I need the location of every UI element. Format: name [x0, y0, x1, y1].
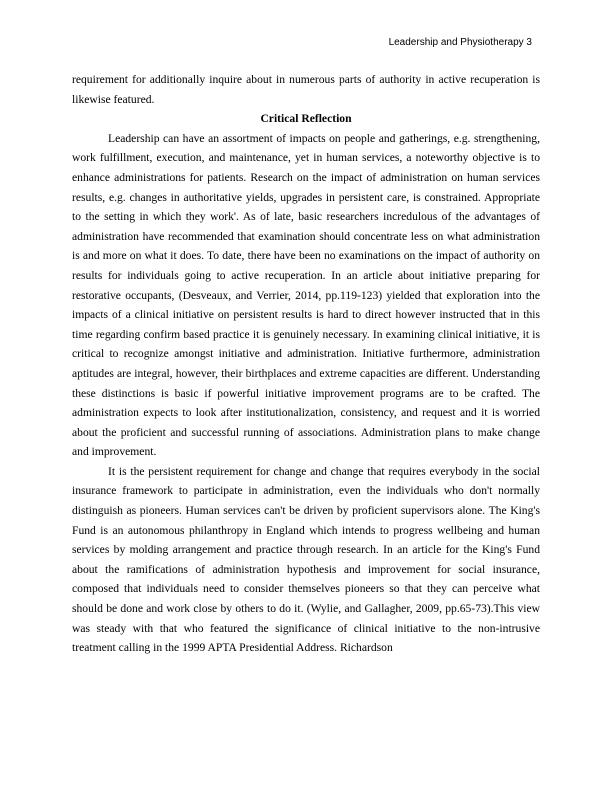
- paragraph-critical-reflection-2: It is the persistent requirement for change and change that requires everybody in the social insurance framework to participate in administration, even the individuals who don't normally distinguish as pioneers. Human services can't be driven by proficient supervisors alone. The King's Fund is an autonomous philanthropy in England which intends to progress wellbeing and human services by molding arrangement and practice through research. In an article for the King's Fund about the ramifications of administration hypothesis and improvement for social insurance, composed that individuals need to consider themselves pioneers so that they can perceive what should be done and work close by others to do it. (Wylie, and Gallagher, 2009, pp.65-73).This view was steady with that who featured the significance of clinical initiative to the non-intrusive treatment calling in the 1999 APTA Presidential Address. Richardson: [72, 464, 540, 655]
- running-head: Leadership and Physiotherapy 3: [388, 37, 532, 48]
- body-text: [72, 70, 540, 658]
- section-heading: Critical Reflection: [260, 112, 352, 126]
- paragraph-critical-reflection-1: Leadership can have an assortment of impacts on people and gatherings, e.g. strengthening, work fulfillment, execution, and maintenance, yet in human services, a noteworthy objective is to enhance administrations for patients. Research on the impact of administration on human services results, e.g. changes in authoritative yields, upgrades in persistent care, is constrained. Appropriate to the setting in which they work'. As of late, basic researchers incredulous of the advantages of administration have recommended that examination should concentrate less on what administration is and more on what it does. To date, there have been no examinations on the impact of authority on results for individuals going to active recuperation. In an article about initiative preparing for restorative occupants, (Desveaux, and Verrier, 2014, pp.119-123) yielded that exploration into the impacts of a clinical initiative on persistent results is hard to direct however instructed that in this time regarding confirm based practice it is genuinely necessary. In examining clinical initiative, it is critical to recognize amongst initiative and administration. Initiative furthermore, administration aptitudes are integral, however, their birthplaces and extreme capacities are different. Understanding these distinctions is basic if powerful initiative improvement programs are to be crafted. The administration expects to look after institutionalization, consistency, and request and it is worried about the proficient and successful running of associations. Administration plans to make change and improvement.: [72, 131, 540, 459]
- lead-paragraph: requirement for additionally inquire about in numerous parts of authority in active recuperation is likewise featured.: [72, 73, 540, 106]
